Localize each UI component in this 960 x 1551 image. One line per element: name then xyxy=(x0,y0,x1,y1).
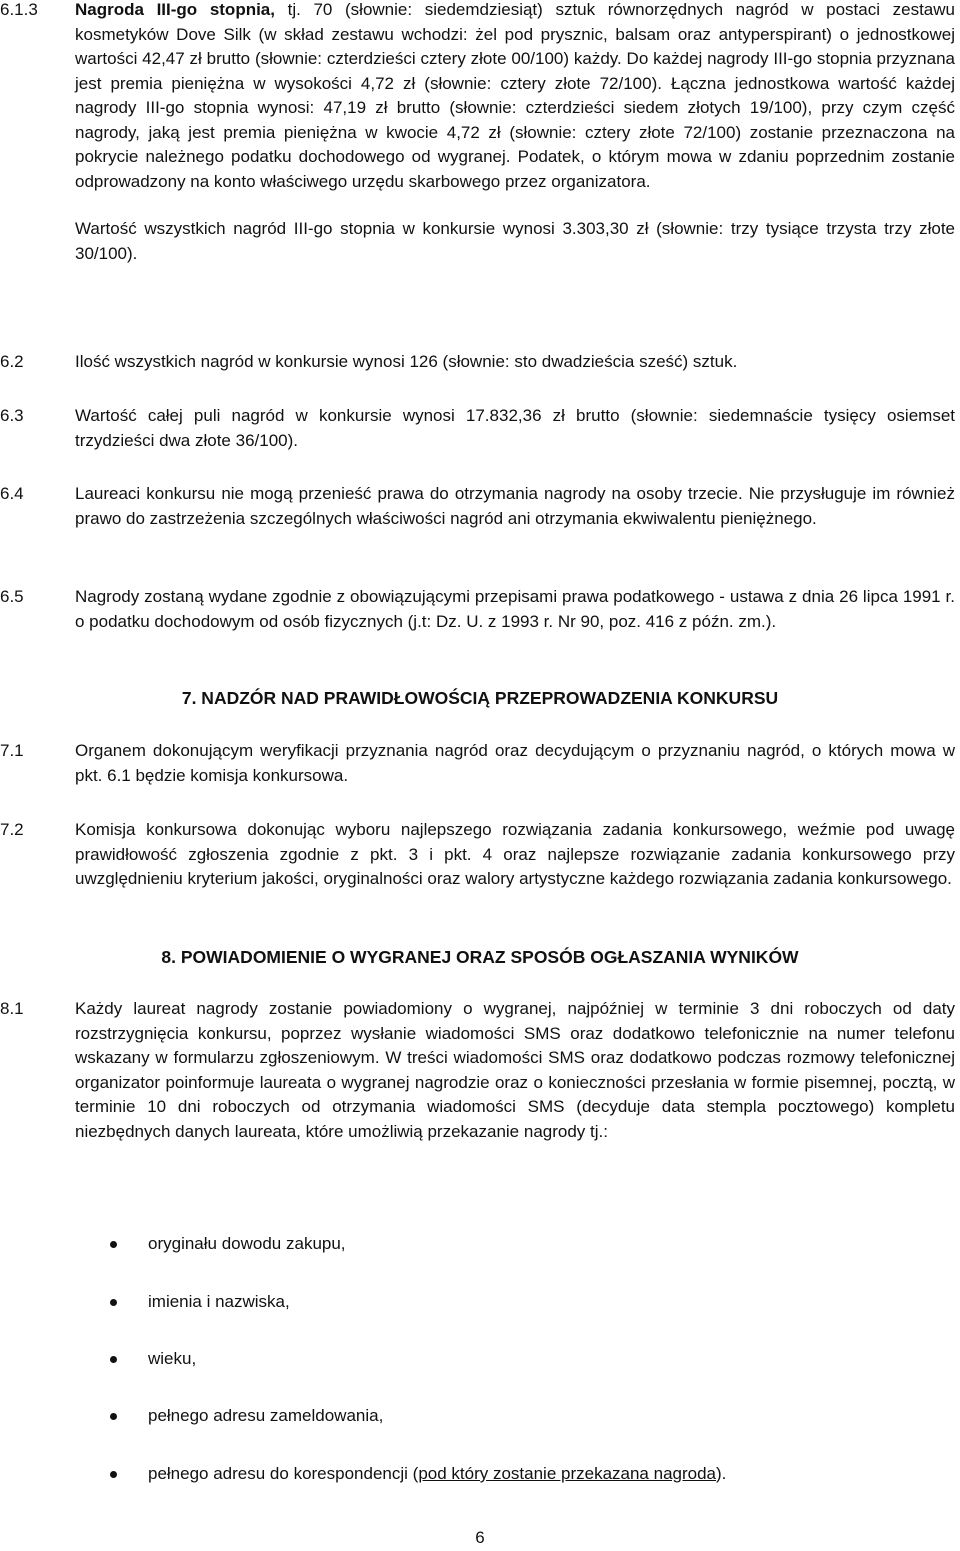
page-number: 6 xyxy=(475,1528,485,1547)
section-number: 6.2 xyxy=(0,352,24,371)
paragraph: Wartość całej puli nagród w konkursie wynosi 17.832,36 zł brutto (słownie: siedemnaście tysięcy osiemset trzydzieści dwa złote 36/100). xyxy=(75,406,955,450)
bullet-icon xyxy=(110,1471,117,1478)
list-item-text: pełnego adresu do korespondencji (pod który zostanie przekazana nagroda). xyxy=(148,1464,727,1483)
bullet-icon xyxy=(110,1241,117,1248)
section-number: 7.2 xyxy=(0,820,24,839)
paragraph-text: tj. 70 (słownie: siedemdziesiąt) sztuk równorzędnych nagród w postaci zestawu kosmetyków Dove Silk (w skład zestawu wchodzi: żel pod prysznic, balsam oraz antyperspirant) o jednostkowej wartości 42,47 zł brutto (słownie: czterdzieści cztery złote 00/100) każdy. Do każdej nagrody III-go stopnia przyznana jest premia pieniężna w wysokości 4,72 zł (słownie: cztery złote 72/100). Łączna jednostkowa wartość każdej nagrody III-go stopnia wynosi: 47,19 zł brutto (słownie: czterdzieści siedem złotych 19/100), przy czym część nagrody, jaką jest premia pieniężna w kwocie 4,72 zł (słownie: cztery złote 72/100) zostanie przeznaczona na pokrycie należnego podatku dochodowego od wygranej. Podatek, o którym mowa w zdaniu poprzednim zostanie odprowadzony na konto właściwego urzędu skarbowego przez organizatora. xyxy=(75,0,955,191)
section-number: 6.4 xyxy=(0,484,24,503)
list-item-text: oryginału dowodu zakupu, xyxy=(148,1234,346,1253)
bullet-icon xyxy=(110,1356,117,1363)
section-number: 6.3 xyxy=(0,406,24,425)
paragraph-total-value: Wartość wszystkich nagród III-go stopnia w konkursie wynosi 3.303,30 zł (słownie: trzy tysiące trzysta trzy złote 30/100). xyxy=(75,219,955,263)
section-heading-7: 7. NADZÓR NAD PRAWIDŁOWOŚCIĄ PRZEPROWADZENIA KONKURSU xyxy=(181,688,779,708)
paragraph: Laureaci konkursu nie mogą przenieść prawa do otrzymania nagrody na osoby trzecie. Nie przysługuje im również prawo do zastrzeżenia szczególnych właściwości nagród ani otrzymania ekwiwalentu pieniężnego. xyxy=(75,484,955,528)
underlined-text: pod który zostanie przekazana nagroda xyxy=(418,1464,717,1483)
list-item-text: pełnego adresu zameldowania, xyxy=(148,1406,384,1425)
section-number: 6.5 xyxy=(0,587,24,606)
paragraph: Nagrody zostaną wydane zgodnie z obowiązującymi przepisami prawa podatkowego - ustawa z dnia 26 lipca 1991 r. o podatku dochodowym od osób fizycznych (j.t: Dz. U. z 1993 r. Nr 90, poz. 416 z późn. zm.). xyxy=(75,587,955,631)
paragraph xyxy=(75,0,955,194)
list-item-text: wieku, xyxy=(148,1349,197,1368)
paragraph: Organem dokonującym weryfikacji przyznania nagród oraz decydującym o przyznaniu nagród, o których mowa w pkt. 6.1 będzie komisja konkursowa. xyxy=(75,741,955,785)
list-item-text: imienia i nazwiska, xyxy=(148,1292,290,1311)
section-number: 7.1 xyxy=(0,741,24,760)
section-number: 6.1.3 xyxy=(0,0,38,19)
section-body xyxy=(75,0,955,266)
bullet-icon xyxy=(110,1413,117,1420)
section-number: 8.1 xyxy=(0,999,24,1018)
section-heading-8: 8. POWIADOMIENIE O WYGRANEJ ORAZ SPOSÓB OGŁASZANIA WYNIKÓW xyxy=(161,947,799,967)
paragraph: Każdy laureat nagrody zostanie powiadomiony o wygranej, najpóźniej w terminie 3 dni roboczych od daty rozstrzygnięcia konkursu, poprzez wysłanie wiadomości SMS oraz dodatkowo telefonicznie na numer telefonu wskazany w formularzu zgłoszeniowym. W treści wiadomości SMS oraz dodatkowo podczas rozmowy telefonicznej organizator poinformuje laureata o wygranej nagrodzie oraz o konieczności przesłania w formie pisemnej, pocztą, w terminie 10 dni roboczych od otrzymania wiadomości SMS (decyduje data stempla pocztowego) kompletu niezbędnych danych laureata, które umożliwią przekazanie nagrody tj.: xyxy=(75,999,955,1141)
prize-title: Nagroda III-go stopnia, xyxy=(75,0,275,19)
bullet-icon xyxy=(110,1299,117,1306)
paragraph: Komisja konkursowa dokonując wyboru najlepszego rozwiązania zadania konkursowego, weźmie pod uwagę prawidłowość zgłoszenia zgodnie z pkt. 3 i pkt. 4 oraz najlepsze rozwiązanie zadania konkursowego przy uwzględnieniu kryterium jakości, oryginalności oraz walory artystyczne każdego rozwiązania zadania konkursowego. xyxy=(75,820,955,888)
paragraph: Ilość wszystkich nagród w konkursie wynosi 126 (słownie: sto dwadzieścia sześć) sztuk. xyxy=(75,352,738,371)
